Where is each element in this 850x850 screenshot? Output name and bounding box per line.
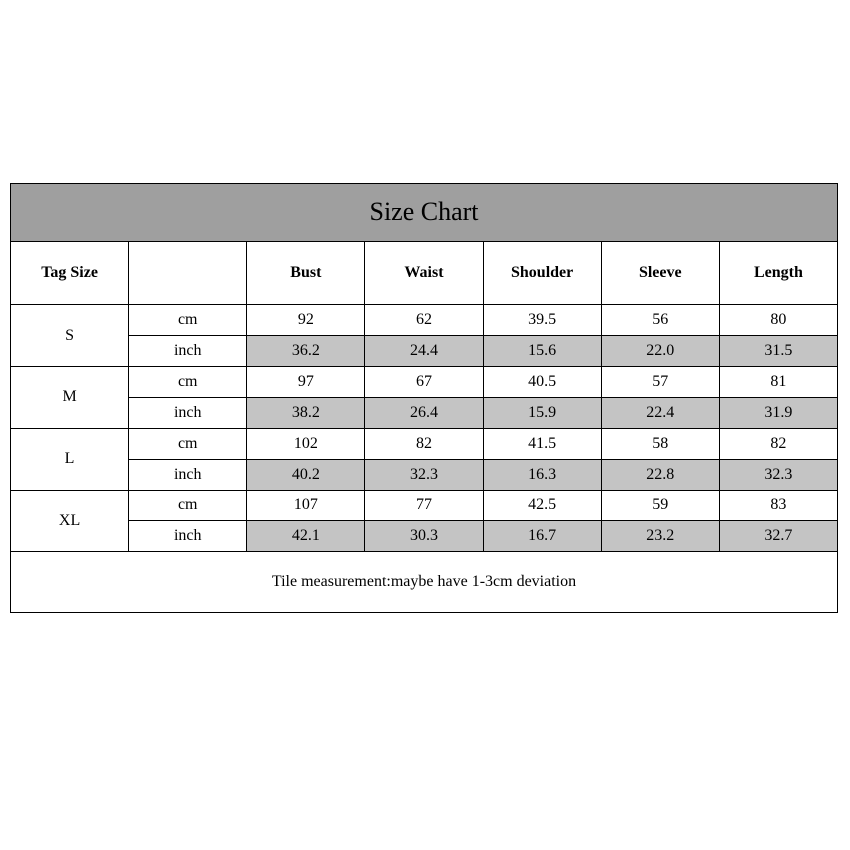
tag-size-cell: S — [11, 305, 129, 367]
value-cell: 32.7 — [719, 521, 837, 552]
column-header: Shoulder — [483, 241, 601, 305]
value-cell: 80 — [719, 305, 837, 336]
value-cell: 57 — [601, 367, 719, 398]
unit-cell: cm — [129, 305, 247, 336]
unit-cell: inch — [129, 336, 247, 367]
note-row — [11, 552, 838, 613]
table-row — [11, 305, 838, 336]
unit-cell: cm — [129, 490, 247, 521]
measurement-note: Tile measurement:maybe have 1-3cm deviation — [11, 552, 838, 613]
table-row — [11, 490, 838, 521]
value-cell: 32.3 — [719, 459, 837, 490]
value-cell: 56 — [601, 305, 719, 336]
value-cell: 22.0 — [601, 336, 719, 367]
tag-size-cell: L — [11, 428, 129, 490]
value-cell: 59 — [601, 490, 719, 521]
column-header: Length — [719, 241, 837, 305]
tag-size-cell: XL — [11, 490, 129, 552]
value-cell: 36.2 — [247, 336, 365, 367]
value-cell: 15.6 — [483, 336, 601, 367]
table-row — [11, 367, 838, 398]
value-cell: 67 — [365, 367, 483, 398]
value-cell: 16.7 — [483, 521, 601, 552]
unit-cell: inch — [129, 397, 247, 428]
value-cell: 41.5 — [483, 428, 601, 459]
unit-cell: inch — [129, 459, 247, 490]
value-cell: 81 — [719, 367, 837, 398]
column-header: Tag Size — [11, 241, 129, 305]
value-cell: 62 — [365, 305, 483, 336]
column-header: Waist — [365, 241, 483, 305]
value-cell: 107 — [247, 490, 365, 521]
value-cell: 82 — [719, 428, 837, 459]
column-header: Bust — [247, 241, 365, 305]
value-cell: 15.9 — [483, 397, 601, 428]
value-cell: 22.4 — [601, 397, 719, 428]
tag-size-cell: M — [11, 367, 129, 429]
unit-cell: inch — [129, 521, 247, 552]
value-cell: 38.2 — [247, 397, 365, 428]
value-cell: 31.9 — [719, 397, 837, 428]
table-row — [11, 397, 838, 428]
value-cell: 32.3 — [365, 459, 483, 490]
unit-cell: cm — [129, 428, 247, 459]
value-cell: 16.3 — [483, 459, 601, 490]
value-cell: 102 — [247, 428, 365, 459]
unit-cell: cm — [129, 367, 247, 398]
value-cell: 23.2 — [601, 521, 719, 552]
value-cell: 40.5 — [483, 367, 601, 398]
column-header — [129, 241, 247, 305]
value-cell: 83 — [719, 490, 837, 521]
value-cell: 42.5 — [483, 490, 601, 521]
size-chart-table — [10, 183, 838, 613]
table-row — [11, 521, 838, 552]
table-row — [11, 459, 838, 490]
value-cell: 58 — [601, 428, 719, 459]
value-cell: 31.5 — [719, 336, 837, 367]
value-cell: 30.3 — [365, 521, 483, 552]
value-cell: 24.4 — [365, 336, 483, 367]
table-row — [11, 428, 838, 459]
value-cell: 77 — [365, 490, 483, 521]
table-row — [11, 336, 838, 367]
value-cell: 42.1 — [247, 521, 365, 552]
value-cell: 40.2 — [247, 459, 365, 490]
value-cell: 26.4 — [365, 397, 483, 428]
value-cell: 22.8 — [601, 459, 719, 490]
value-cell: 82 — [365, 428, 483, 459]
column-header: Sleeve — [601, 241, 719, 305]
header-row — [11, 241, 838, 305]
value-cell: 92 — [247, 305, 365, 336]
chart-title: Size Chart — [11, 184, 838, 242]
value-cell: 39.5 — [483, 305, 601, 336]
value-cell: 97 — [247, 367, 365, 398]
